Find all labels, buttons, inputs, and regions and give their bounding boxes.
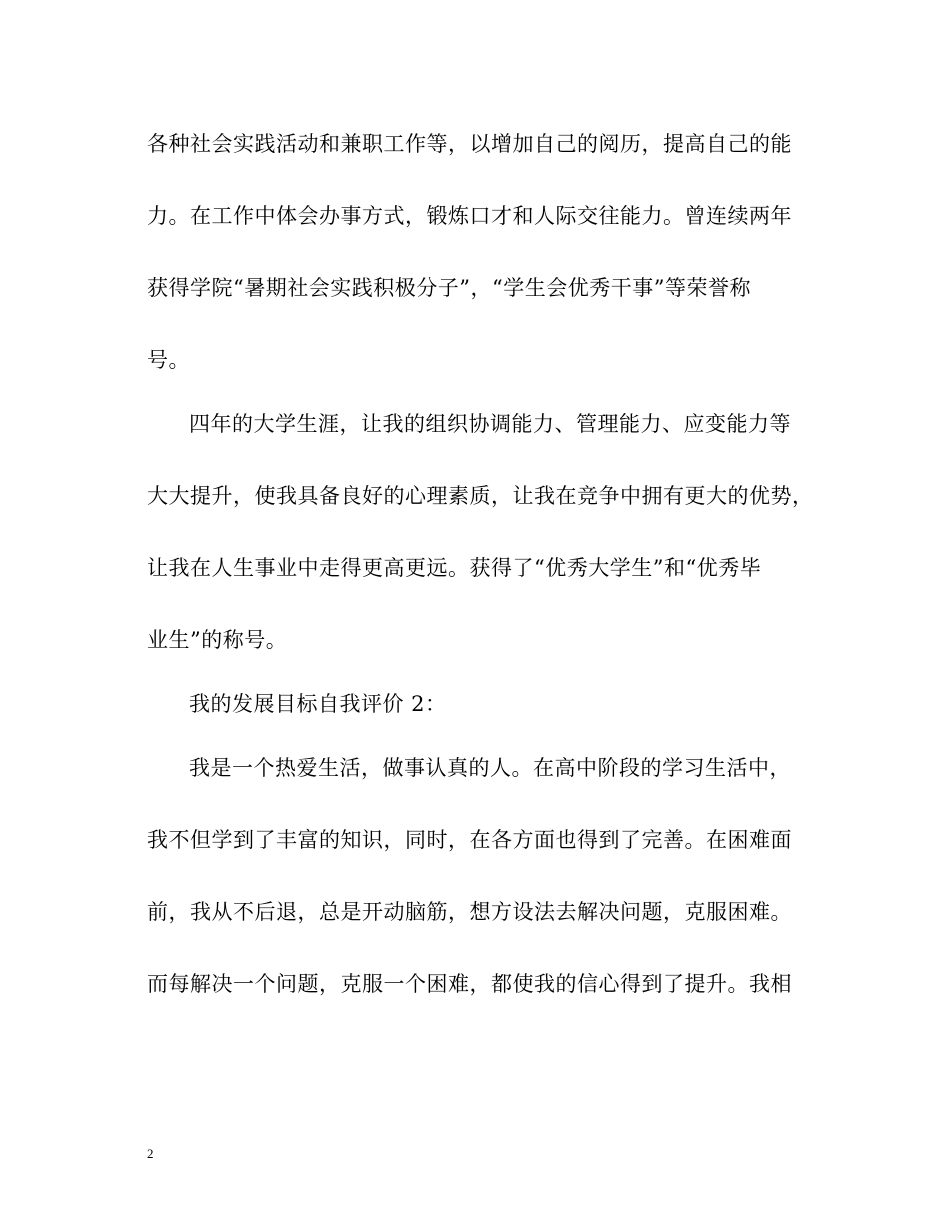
text-line-1: 各种社会实践活动和兼职工作等，以增加自己的阅历，提高自己的能: [147, 132, 792, 156]
page-number: 2: [147, 1146, 154, 1161]
text-line-4: 号。: [147, 348, 190, 372]
text-line-10: 我是一个热爱生活，做事认真的人。在高中阶段的学习生活中，: [189, 756, 791, 780]
text-line-12: 前，我从不后退，总是开动脑筋，想方设法去解决问题，克服困难。: [147, 900, 792, 924]
text-line-13: 而每解决一个问题，克服一个困难，都使我的信心得到了提升。我相: [147, 972, 792, 996]
text-line-8: 业生”的称号。: [147, 628, 288, 652]
text-line-7: 让我在人生事业中走得更高更远。获得了“优秀大学生”和“优秀毕: [147, 556, 762, 580]
text-line-5: 四年的大学生涯，让我的组织协调能力、管理能力、应变能力等: [189, 412, 791, 436]
text-line-2: 力。在工作中体会办事方式，锻炼口才和人际交往能力。曾连续两年: [147, 204, 792, 228]
text-line-11: 我不但学到了丰富的知识，同时，在各方面也得到了完善。在困难面: [147, 828, 792, 852]
text-line-3: 获得学院“暑期社会实践积极分子”，“学生会优秀干事”等荣誉称: [147, 276, 751, 300]
section-heading: 我的发展目标自我评价 2：: [189, 692, 447, 716]
text-line-6: 大大提升，使我具备良好的心理素质，让我在竞争中拥有更大的优势，: [147, 484, 814, 508]
